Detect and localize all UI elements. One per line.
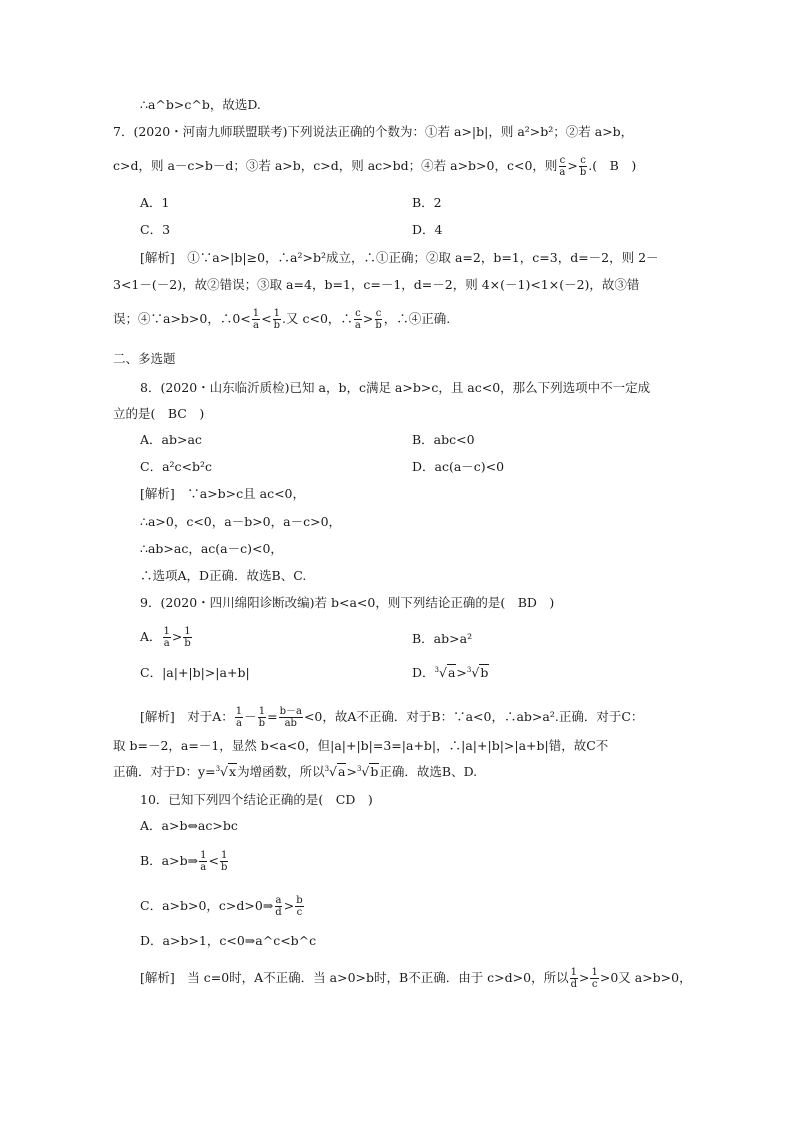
section-heading: 二、多选题: [113, 351, 176, 366]
text-line: ∴a^b>c^b，故选D.: [140, 97, 261, 112]
solution-9-line2: 取 b=－2，a=－1，显然 b<a<0，但|a|+|b|=3=|a+b|，∴|a|+|b|>|a+b|错，故C不: [113, 738, 609, 753]
solution-8-line4: ∴选项A，D正确．故选B、C.: [140, 568, 307, 583]
option-a: A．a>b⇔ac>bc: [140, 818, 238, 833]
option-c: C．3: [140, 222, 171, 237]
option-b: B．ab>a²: [412, 631, 473, 646]
option-c: C．a>b>0，c>d>0⇒ $\frac{a}{d}$ > $\frac{b}{c}$: [140, 895, 303, 918]
option-d: D．$^3$√a>$^3$√b: [412, 665, 489, 680]
option-c: C．|a|+|b|>|a+b|: [140, 665, 250, 680]
question-7-stem-cont: c>d，则 a－c>b－d；③若 a>b，c>d，则 ac>bd；④若 a>b>0，c<0，则 $\frac{c}{a}$ > $\frac{c}{b}$ .( B ): [113, 155, 637, 178]
option-c: C．a²c<b²c: [140, 459, 213, 474]
solution-9-line3: 正确．对于D：y=$^3$√x为增函数，所以$^3$√a>$^3$√b正确．故选B、D.: [113, 764, 478, 779]
solution-8-line3: ∴ab>ac，ac(a－c)<0，: [140, 541, 283, 556]
solution-7-line3: 误；④∵a>b>0，∴0< $\frac{1}{a}$ < $\frac{1}{b}$ .又 c<0，∴ $\frac{c}{a}$ > $\frac{c}{b}$ ，∴④正确.: [113, 308, 451, 331]
option-d: D．a>b>1，c<0⇒a^c<b^c: [140, 933, 317, 948]
option-a: A．ab>ac: [140, 432, 202, 447]
solution-7-line2: 3<1－(－2)，故②错误；③取 a=4，b=1，c=－1，d=－2，则 4×(－1)<1×(－2)，故③错: [113, 277, 640, 292]
solution-7-line1: [解析] ①∵a>|b|≥0，∴a²>b²成立，∴①正确；②取 a=2，b=1，c=3，d=－2，则 2－: [140, 250, 659, 265]
question-9-stem: 9．(2020・四川绵阳诊断改编)若 b<a<0，则下列结论正确的是( BD ): [140, 595, 555, 610]
solution-9-line1: [解析] 对于A： $\frac{1}{a}$ － $\frac{1}{b}$ = $\frac{b-a}{ab}$ <0，故A不正确．对于B：∵a<0，∴ab>a².正确．对于C：: [140, 706, 644, 729]
option-a: A． $\frac{1}{a}$ > $\frac{1}{b}$: [140, 626, 191, 649]
question-10-stem: 10．已知下列四个结论正确的是( CD ): [140, 792, 373, 807]
option-b: B．2: [412, 195, 442, 210]
option-d: D．4: [412, 222, 443, 237]
question-8-stem-cont: 立的是( BC ): [113, 406, 205, 421]
solution-10-line1: [解析] 当 c=0时，A不正确．当 a>0>b时，B不正确．由于 c>d>0，所以 $\frac{1}{d}$ > $\frac{1}{c}$ >0又 a>b>0，: [140, 967, 692, 990]
solution-8-line2: ∴a>0，c<0，a－b>0，a－c>0，: [140, 514, 342, 529]
option-b: B．a>b⇒ $\frac{1}{a}$ < $\frac{1}{b}$: [140, 850, 228, 873]
solution-8-line1: [解析] ∵a>b>c且 ac<0，: [140, 486, 306, 501]
option-b: B．abc<0: [412, 432, 475, 447]
option-a: A．1: [140, 195, 170, 210]
question-8-stem: 8．(2020・山东临沂质检)已知 a，b，c满足 a>b>c，且 ac<0，那么下列选项中不一定成: [140, 380, 651, 395]
question-7-stem: 7．(2020・河南九师联盟联考)下列说法正确的个数为：①若 a>|b|，则 a²>b²；②若 a>b，: [113, 124, 634, 139]
option-d: D．ac(a－c)<0: [412, 459, 505, 474]
